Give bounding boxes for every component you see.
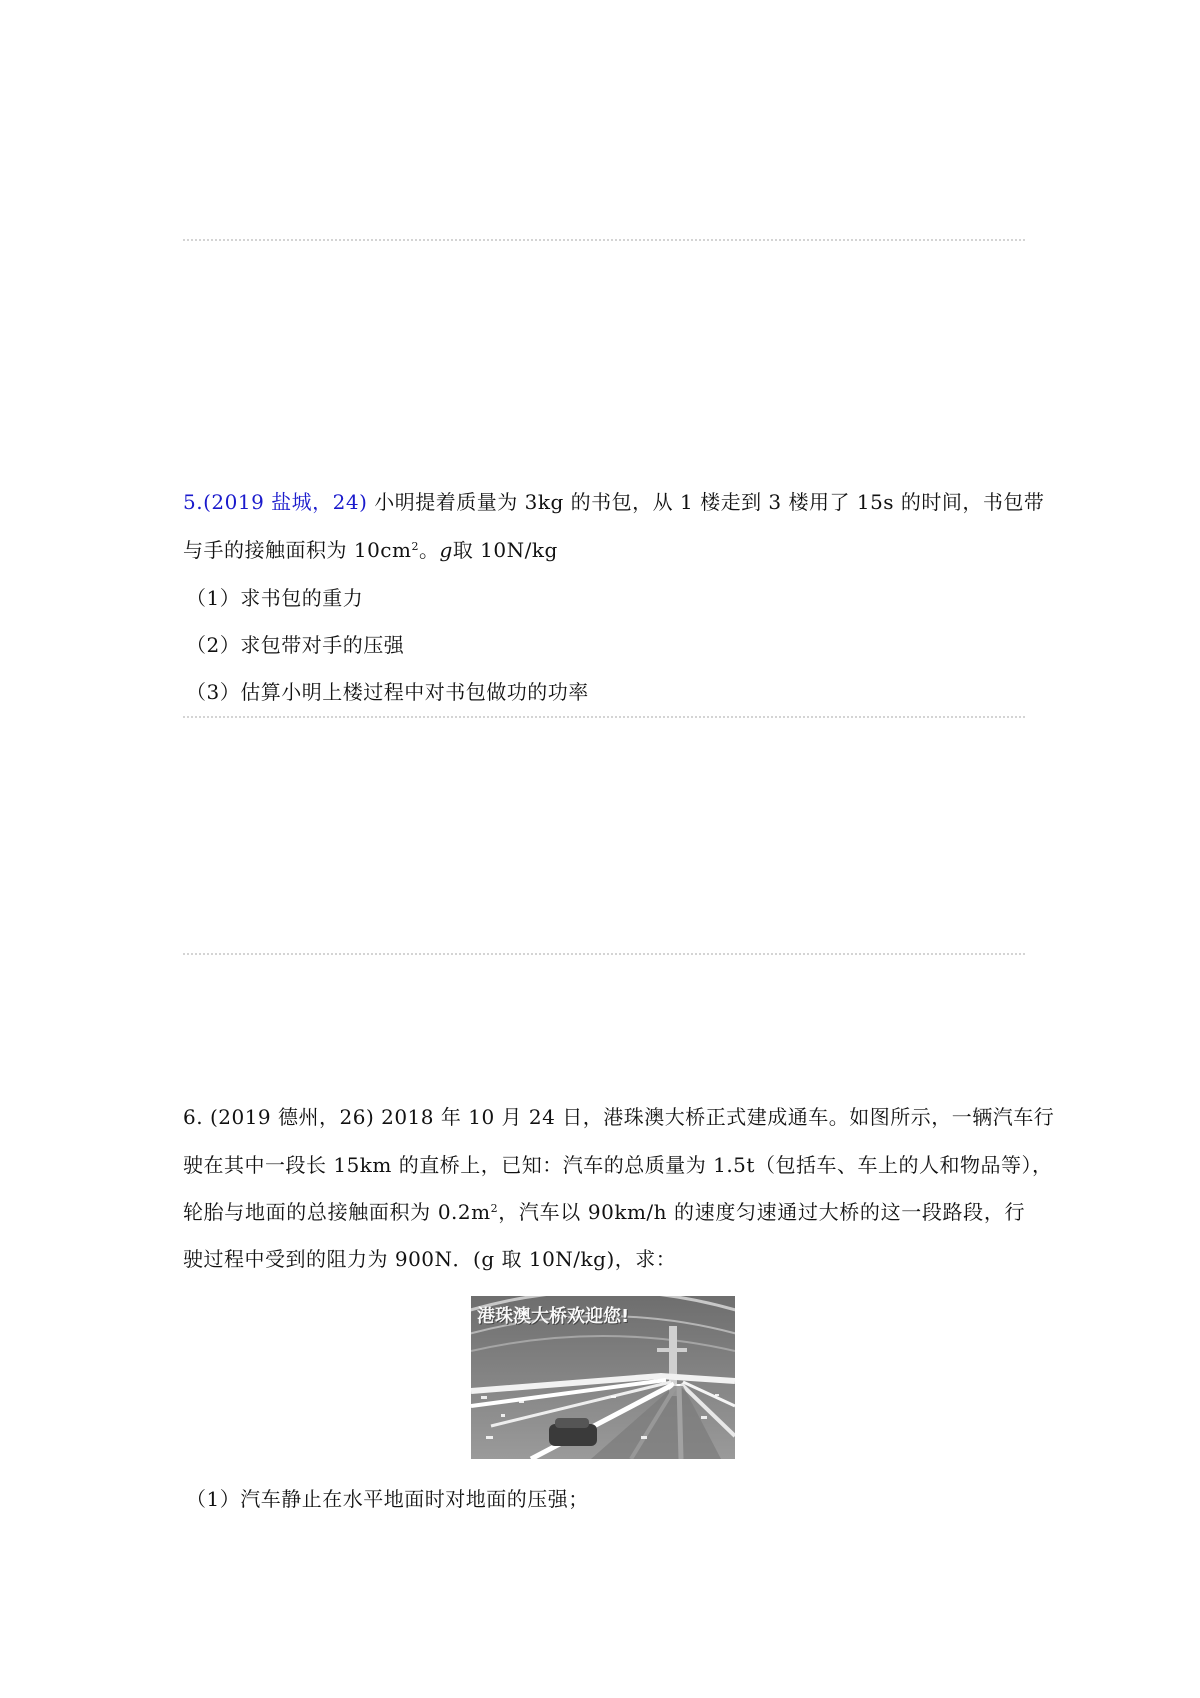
q5-part-2: （2）求包带对手的压强	[186, 633, 405, 657]
q5-part-3: （3）估算小明上楼过程中对书包做功的功率	[186, 680, 589, 704]
q5-stem-line-1	[183, 487, 1045, 517]
q5-g-value: 取 10N/kg	[452, 538, 558, 562]
q5-source: (2019 盐城，24)	[203, 490, 368, 514]
answer-space-divider-bottom	[183, 953, 1025, 955]
bridge-photo	[471, 1296, 735, 1459]
q6-stem-text-3: 轮胎与地面的总接触面积为 0.2m	[183, 1200, 491, 1224]
q5-stem-line-2	[183, 535, 558, 565]
q6-part-1: （1）汽车静止在水平地面时对地面的压强；	[186, 1487, 589, 1511]
q5-stem-text-1: 小明提着质量为 3kg 的书包，从 1 楼走到 3 楼用了 15s 的时间，书包带	[374, 490, 1045, 514]
q6-stem-text-3b: ，汽车以 90km/h 的速度匀速通过大桥的这一段路段，行	[498, 1200, 1025, 1224]
q5-part-1: （1）求书包的重力	[186, 586, 364, 610]
q5-number: 5.	[183, 490, 204, 514]
q6-stem-line-4: 驶过程中受到的阻力为 900N．(g 取 10N/kg)，求：	[183, 1247, 677, 1271]
q6-stem-line-3	[183, 1197, 1025, 1227]
q6-unit-exponent: 2	[490, 1202, 499, 1215]
q6-stem-line-2: 驶在其中一段长 15km 的直桥上，已知：汽车的总质量为 1.5t（包括车、车上的人和物品等），	[183, 1153, 1053, 1177]
bridge-photo-banner: 港珠澳大桥欢迎您!	[477, 1306, 630, 1327]
q5-stem-text-2: 与手的接触面积为 10cm	[183, 538, 412, 562]
q5-unit-exponent: 2	[411, 540, 419, 553]
q5-g-symbol: g	[439, 538, 453, 562]
answer-space-divider-q5-end	[183, 716, 1025, 718]
answer-space-divider-top	[183, 239, 1025, 241]
q5-stem-period: 。	[418, 538, 440, 562]
q6-stem-line-1: 6. (2019 德州，26) 2018 年 10 月 24 日，港珠澳大桥正式建成通车。如图所示，一辆汽车行	[183, 1105, 1055, 1129]
